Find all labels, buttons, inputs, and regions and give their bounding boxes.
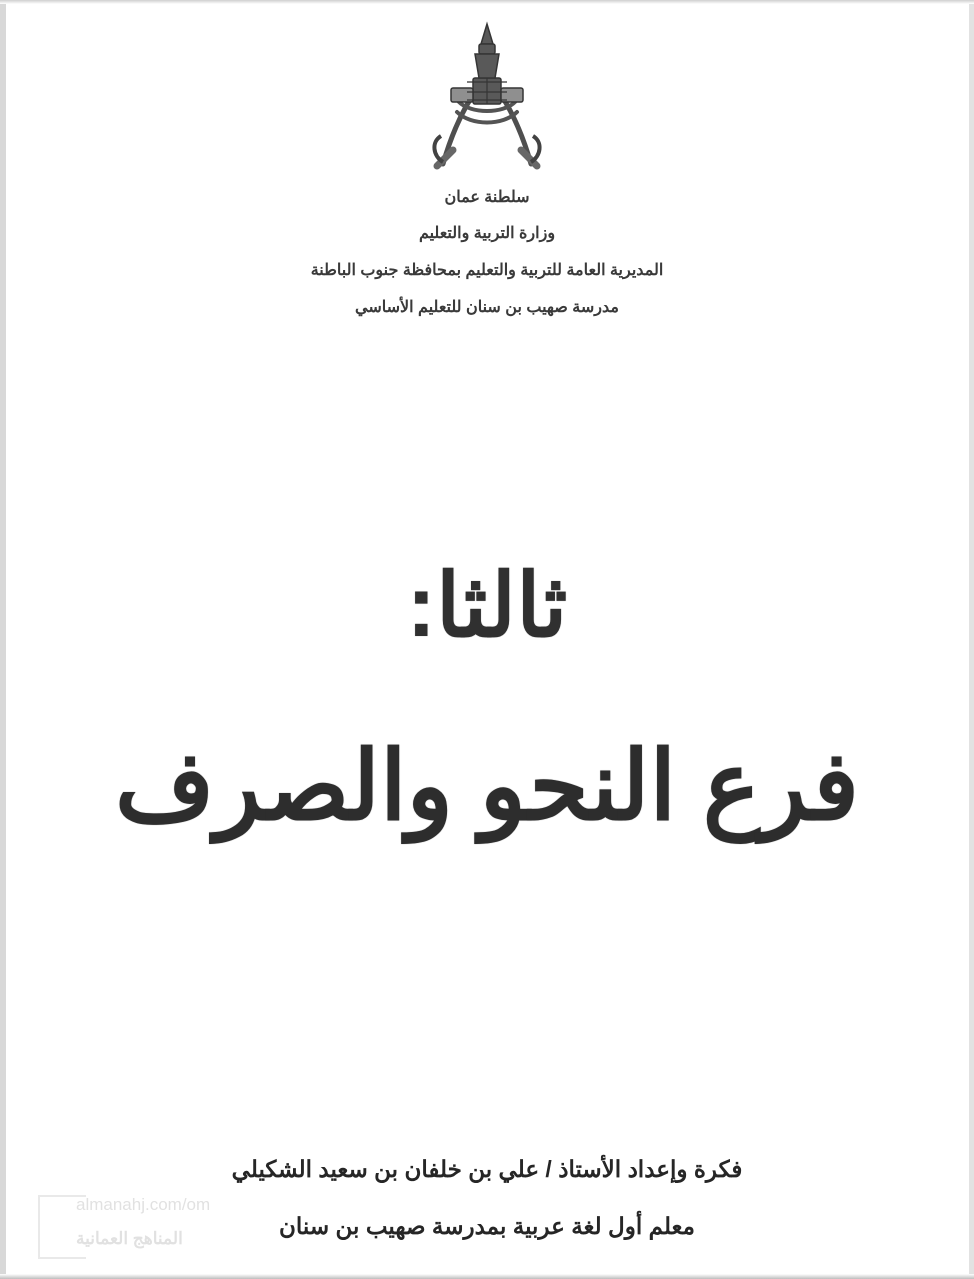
footer-block xyxy=(0,1156,974,1239)
title-block xyxy=(0,556,974,843)
header-line-ministry: وزارة التربية والتعليم xyxy=(418,225,556,242)
watermark-text-en: almanahj.com/om xyxy=(76,1195,211,1214)
scan-edge-bottom xyxy=(0,1274,974,1279)
header-line-directorate: المديرية العامة للتربية والتعليم بمحافظة جنوب الباطنة xyxy=(310,262,664,279)
watermark-text-ar: المناهج العمانية xyxy=(76,1229,183,1248)
emblem-container xyxy=(0,16,974,176)
national-emblem-icon xyxy=(407,16,567,176)
header-line-school: مدرسة صهيب بن سنان للتعليم الأساسي xyxy=(355,299,619,316)
header-block xyxy=(0,190,974,316)
scan-edge-top xyxy=(0,0,974,4)
title-ordinal: ثالثا: xyxy=(406,556,568,655)
header-line-country: سلطنة عمان xyxy=(444,189,530,206)
footer-role-line: معلم أول لغة عربية بمدرسة صهيب بن سنان xyxy=(279,1212,695,1239)
footer-author-line: فكرة وإعداد الأستاذ / علي بن خلفان بن سعيد الشكيلي xyxy=(231,1156,743,1183)
page-title: فرع النحو والصرف xyxy=(115,733,859,841)
